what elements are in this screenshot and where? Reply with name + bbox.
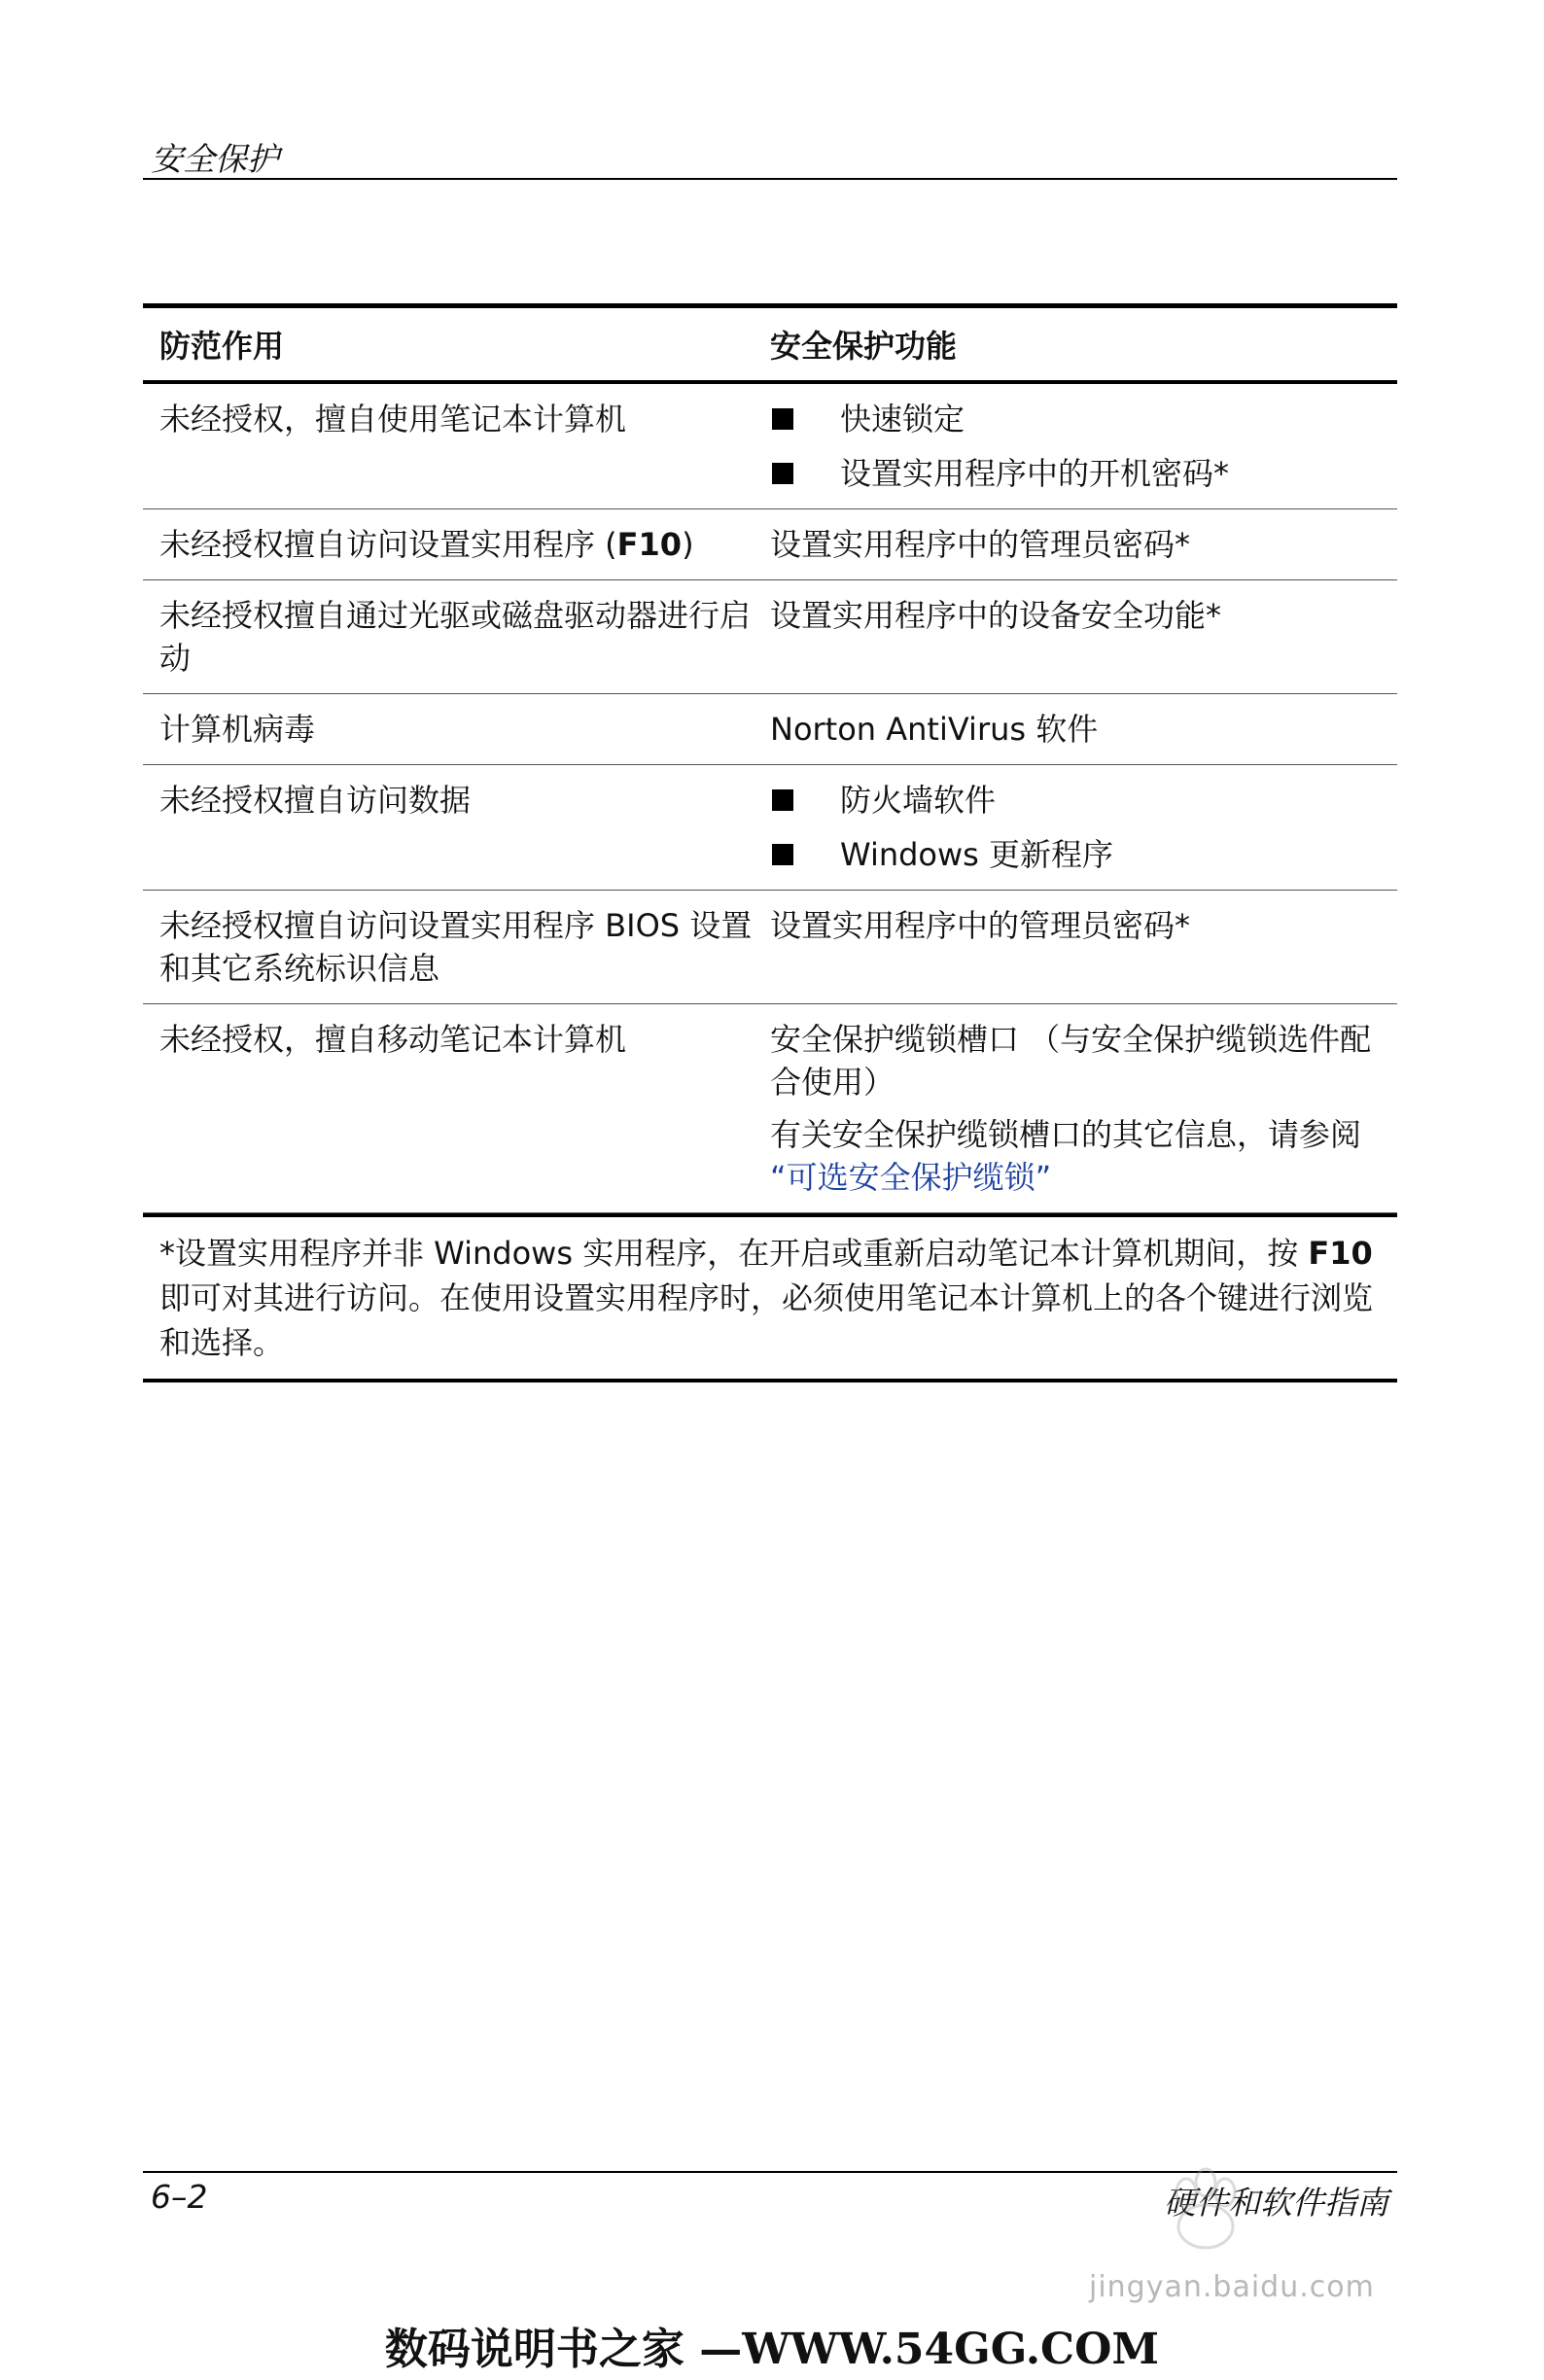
feature-text: 安全保护缆锁槽口 （与安全保护缆锁选件配合使用）: [770, 1021, 1372, 1101]
feature-bullet: [770, 398, 1384, 440]
threat-cell: [143, 509, 770, 579]
table-row: [143, 580, 1397, 694]
footnote-text: *设置实用程序并非 Windows 实用程序，在开启或重新启动笔记本计算机期间，按: [159, 1235, 1309, 1272]
table-row: [143, 891, 1397, 1004]
square-bullet-icon: [772, 844, 793, 865]
threat-cell: 未经授权擅自通过光驱或磁盘驱动器进行启动: [159, 597, 752, 677]
key-label: F10: [616, 526, 683, 563]
table-footnote: [143, 1213, 1397, 1382]
table-row: [143, 509, 1397, 580]
footnote-text-end: 即可对其进行访问。在使用设置实用程序时，必须使用笔记本计算机上的各个键进行浏览和选择。: [159, 1279, 1374, 1361]
guide-title: 硬件和软件指南: [1164, 2184, 1388, 2222]
column-header-feature: 安全保护功能: [770, 328, 958, 365]
feature-bullet: [770, 833, 1384, 876]
threat-cell: 未经授权，擅自移动笔记本计算机: [159, 1021, 627, 1058]
table-row: [143, 765, 1397, 891]
feature-cell: Norton AntiVirus 软件: [770, 711, 1099, 748]
square-bullet-icon: [772, 408, 793, 430]
key-label: F10: [1308, 1235, 1373, 1272]
table-row: [143, 384, 1397, 509]
feature-cell: [770, 1004, 1397, 1212]
table-row: [143, 1004, 1397, 1213]
threat-cell: 未经授权擅自访问设置实用程序 BIOS 设置和其它系统标识信息: [159, 907, 753, 987]
feature-text: Windows 更新程序: [840, 836, 1114, 873]
square-bullet-icon: [772, 789, 793, 811]
square-bullet-icon: [772, 463, 793, 484]
watermark-url: jingyan.baidu.com: [1089, 2270, 1375, 2304]
feature-bullet: [770, 779, 1384, 822]
table-row: [143, 694, 1397, 765]
note-text: 有关安全保护缆锁槽口的其它信息，请参阅: [770, 1116, 1362, 1153]
feature-cell: 设置实用程序中的设备安全功能*: [770, 597, 1222, 634]
threat-cell: 计算机病毒: [159, 711, 316, 748]
cable-lock-link[interactable]: “可选安全保护缆锁”: [770, 1159, 1052, 1196]
threat-text-end: ): [682, 526, 694, 563]
header-rule: [143, 178, 1397, 180]
threat-cell: 未经授权擅自访问数据: [159, 782, 472, 819]
feature-text: 快速锁定: [840, 401, 965, 438]
feature-cell: 设置实用程序中的管理员密码*: [770, 907, 1191, 944]
feature-text: 设置实用程序中的开机密码*: [840, 455, 1230, 492]
column-header-threat: 防范作用: [159, 328, 285, 365]
feature-cell: 设置实用程序中的管理员密码*: [770, 526, 1191, 563]
feature-text: 防火墙软件: [840, 782, 997, 819]
feature-bullet: [770, 452, 1384, 495]
feature-note: [770, 1113, 1384, 1199]
site-banner: 数码说明书之家 —WWW.54GG.COM: [384, 2325, 1160, 2374]
page-number: 6–2: [151, 2178, 208, 2216]
security-table: [143, 303, 1397, 1382]
threat-cell: 未经授权，擅自使用笔记本计算机: [159, 401, 627, 438]
section-title: 安全保护: [151, 140, 279, 178]
threat-text: 未经授权擅自访问设置实用程序 (: [159, 526, 617, 563]
table-header-row: [143, 308, 1397, 384]
